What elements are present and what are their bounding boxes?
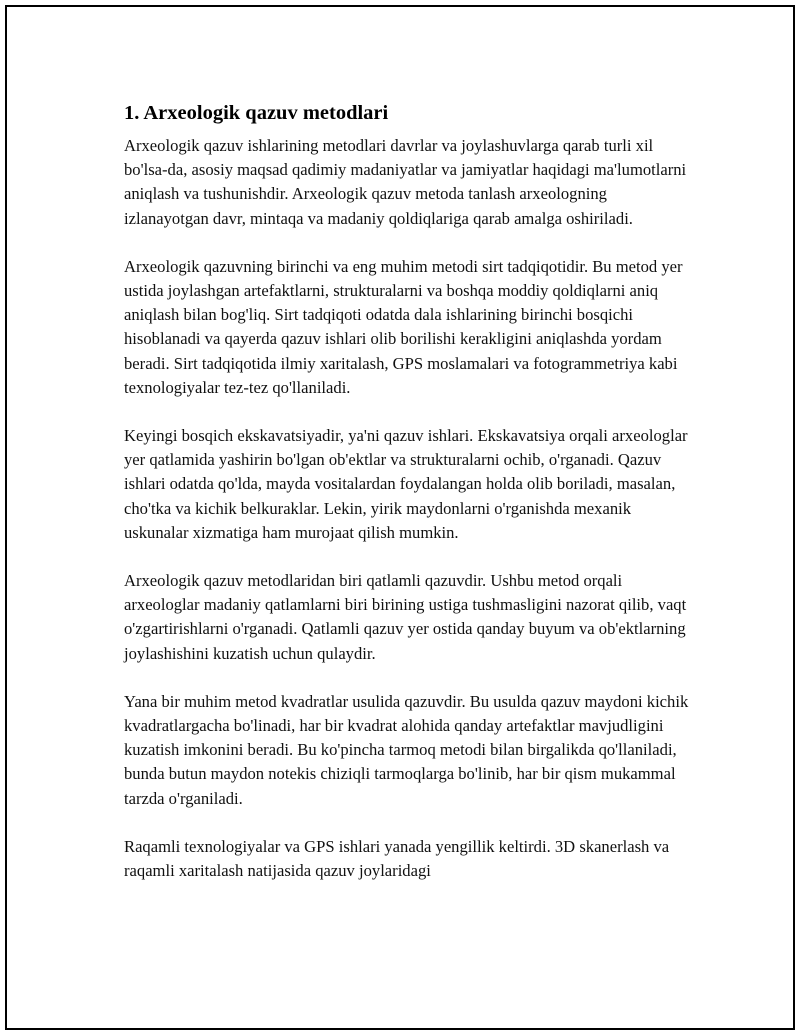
paragraph-digital-tech: Raqamli texnologiyalar va GPS ishlari yanada yengillik keltirdi. 3D skanerlash va raqamli xaritalash natijasida qazuv joylaridagi [124, 836, 670, 881]
paragraph-excavation: Keyingi bosqich ekskavatsiyadir, ya'ni qazuv ishlari. Ekskavatsiya orqali arxeologlar yer qatlamida yashirin bo'lgan ob'ektlar va strukturalarni ochib, o'rganadi. Qazuv ishlari odatda qo'lda, mayda vositalardan foydalangan holda olib boriladi, masalan, cho'tka va kichik belkuraklar. Lekin, yirik maydonlarni o'rganishda mexanik uskunalar xizmatiga ham murojaat qilish mumkin. [124, 426, 688, 542]
paragraph-grid-method: Yana bir muhim metod kvadratlar usulida qazuvdir. Bu usulda qazuv maydoni kichik kvadratlargacha bo'linadi, har bir kvadrat alohida qanday artefaktlar mavjudligini kuzatish imkonini beradi. Bu ko'pincha tarmoq metodi bilan birgalikda qo'llaniladi, bunda butun maydon notekis chiziqli tarmoqlarga bo'linib, har bir qism mukammal tarzda o'rganiladi. [124, 691, 689, 808]
document-body [124, 99, 694, 907]
section-heading: 1. Arxeologik qazuv metodlari [124, 102, 389, 124]
paragraph-intro: Arxeologik qazuv ishlarining metodlari davrlar va joylashuvlarga qarab turli xil bo'lsa-da, asosiy maqsad qadimiy madaniyatlar va jamiyatlar haqidagi ma'lumotlarni aniqlash va tushunishdir. Arxeologik qazuv metoda tanlash arxeologning izlanayotgan davr, mintaqa va madaniy qoldiqlariga qarab amalga oshiriladi. [124, 136, 687, 228]
paragraph-surface-survey: Arxeologik qazuvning birinchi va eng muhim metodi sirt tadqiqotidir. Bu metod yer ustida joylashgan artefaktlarni, strukturalarni va boshqa moddiy qoldiqlarni aniq aniqlash bilan bog'liq. Sirt tadqiqoti odatda dala ishlarining birinchi bosqichi hisoblanadi va qayerda qazuv ishlari olib borilishi kerakligini aniqlashda yordam beradi. Sirt tadqiqotida ilmiy xaritalash, GPS moslamalari va fotogrammetriya kabi texnologiyalar tez-tez qo'llaniladi. [124, 256, 683, 397]
document-page [5, 5, 795, 1030]
paragraph-stratigraphic: Arxeologik qazuv metodlaridan biri qatlamli qazuvdir. Ushbu metod orqali arxeologlar madaniy qatlamlarni biri birining ustiga tushmasligini nazorat qilib, vaqt o'zgartirishlarni o'rganadi. Qatlamli qazuv yer ostida qanday buyum va ob'ektlarning joylashishini kuzatish uchun qulaydir. [124, 571, 687, 663]
